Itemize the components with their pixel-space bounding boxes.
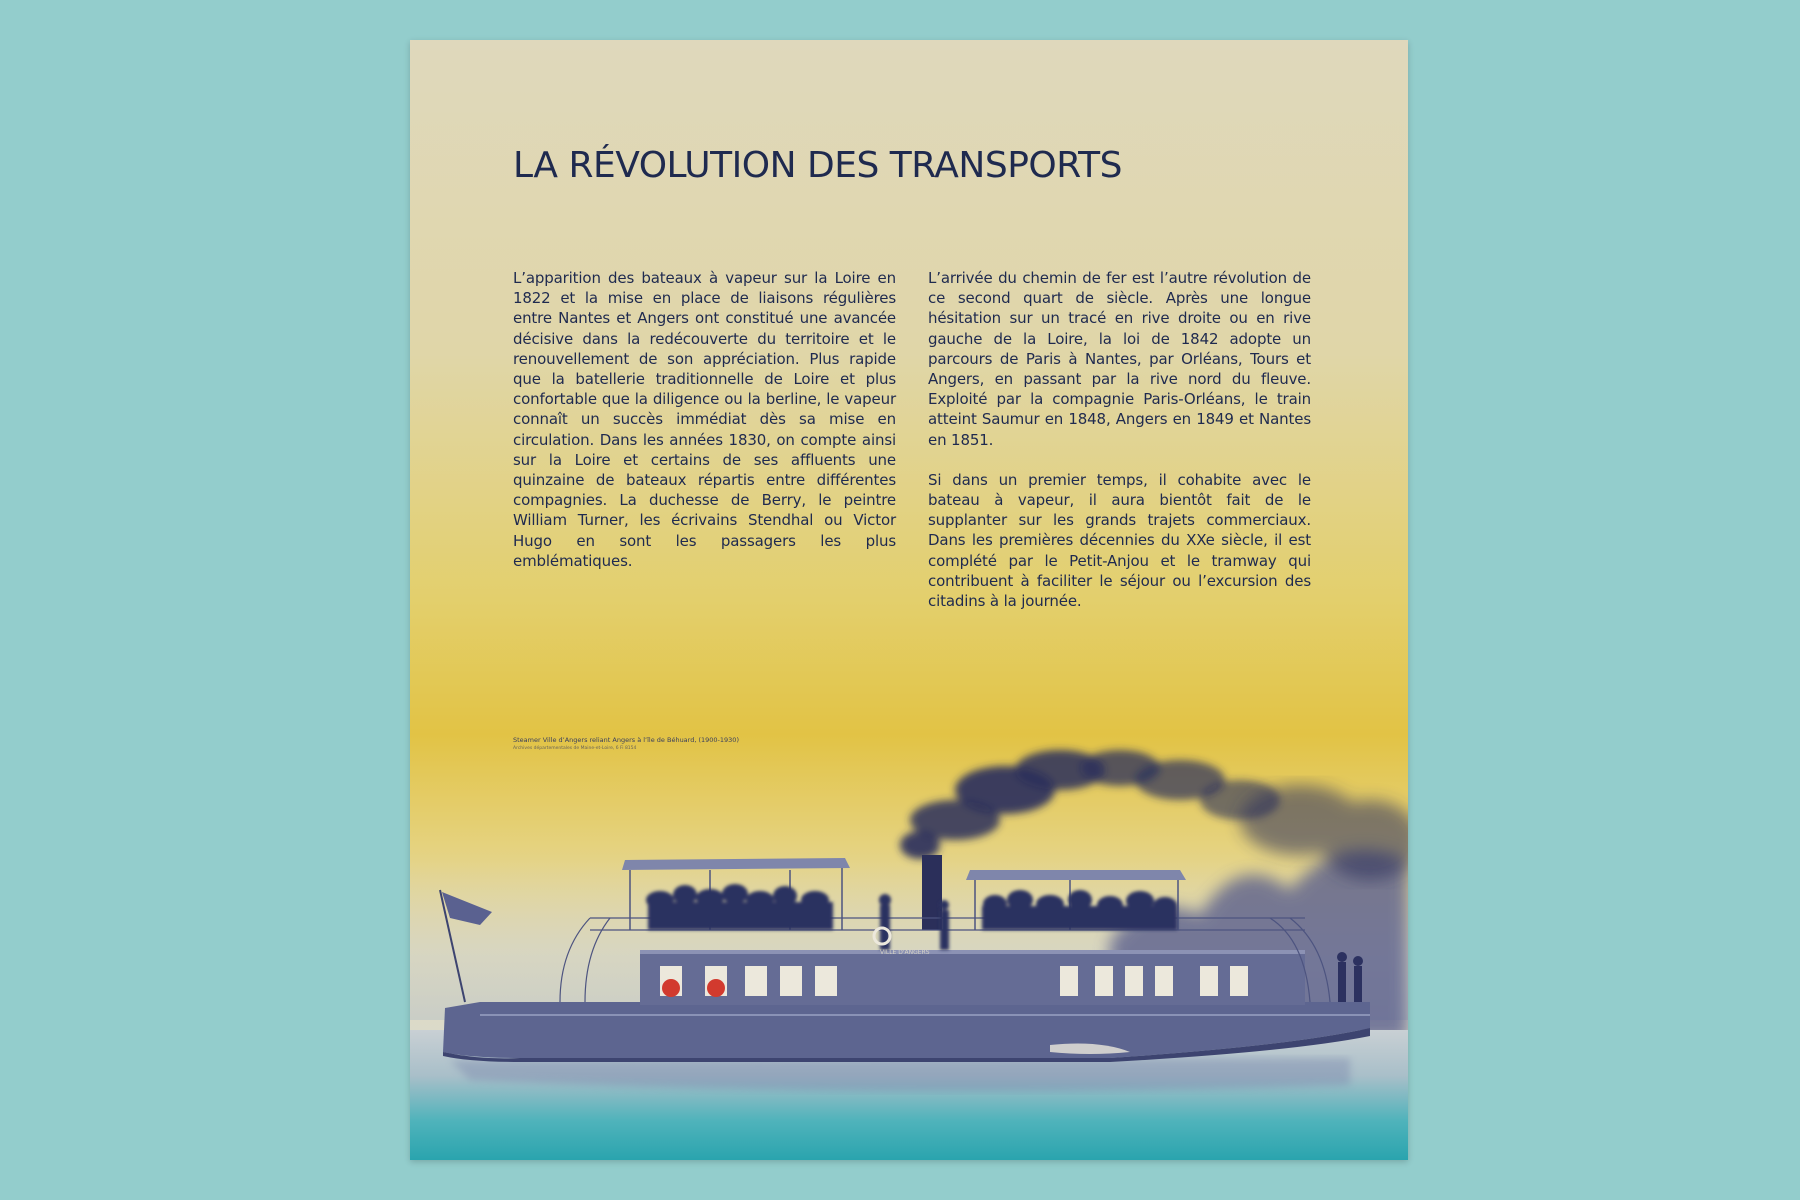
caption-title: Steamer Ville d’Angers reliant Angers à l’île de Béhuard, (1900-1930) bbox=[513, 736, 739, 744]
caption-source: Archives départementales de Maine-et-Loire, 6 Fi 8154 bbox=[513, 746, 637, 751]
panel-title: LA RÉVOLUTION DES TRANSPORTS bbox=[513, 145, 1122, 186]
right-paragraph-1: L’arrivée du chemin de fer est l’autre révolution de ce second quart de siècle. Après une longue hésitation sur un tracé en rive droite ou en rive gauche de la Loire, la loi de 1842 adopte un parcours de Paris à Nantes, par Orléans, Tours et Angers, en passant par la rive nord du fleuve. Exploité par la compagnie Paris-Orléans, le train atteint Saumur en 1848, Angers en 1849 et Nantes en 1851. bbox=[928, 269, 1311, 449]
boat-name-label: VILLE D'ANGERS bbox=[880, 949, 930, 956]
right-text-column bbox=[928, 268, 1311, 631]
left-text-column bbox=[513, 268, 896, 591]
steamboat-photo bbox=[410, 740, 1408, 1160]
funnel bbox=[922, 855, 942, 930]
right-paragraph-2: Si dans un premier temps, il cohabite avec le bateau à vapeur, il aura bientôt fait de le supplanter sur les grands trajets commerciaux. Dans les premières décennies du XXe siècle, il est complété par le Petit-Anjou et le tramway qui contribuent à faciliter le séjour ou l’excursion des citadins à la journée. bbox=[928, 470, 1311, 611]
exhibition-panel bbox=[410, 40, 1408, 1160]
left-paragraph-1: L’apparition des bateaux à vapeur sur la Loire en 1822 et la mise en place de liaisons régulières entre Nantes et Angers ont constitué une avancée décisive dans la redécouverte du territoire et le renouvellement de son appréciation. Plus rapide que la batellerie traditionnelle de Loire et plus confortable que la diligence ou la berline, le vapeur connaît un succès immédiat dès sa mise en circulation. Dans les années 1830, on compte ainsi sur la Loire et certains de ses affluents une quinzaine de bateaux répartis entre différentes compagnies. La duchesse de Berry, le peintre William Turner, les écrivains Stendhal ou Victor Hugo en sont les passagers les plus emblématiques. bbox=[513, 269, 896, 570]
